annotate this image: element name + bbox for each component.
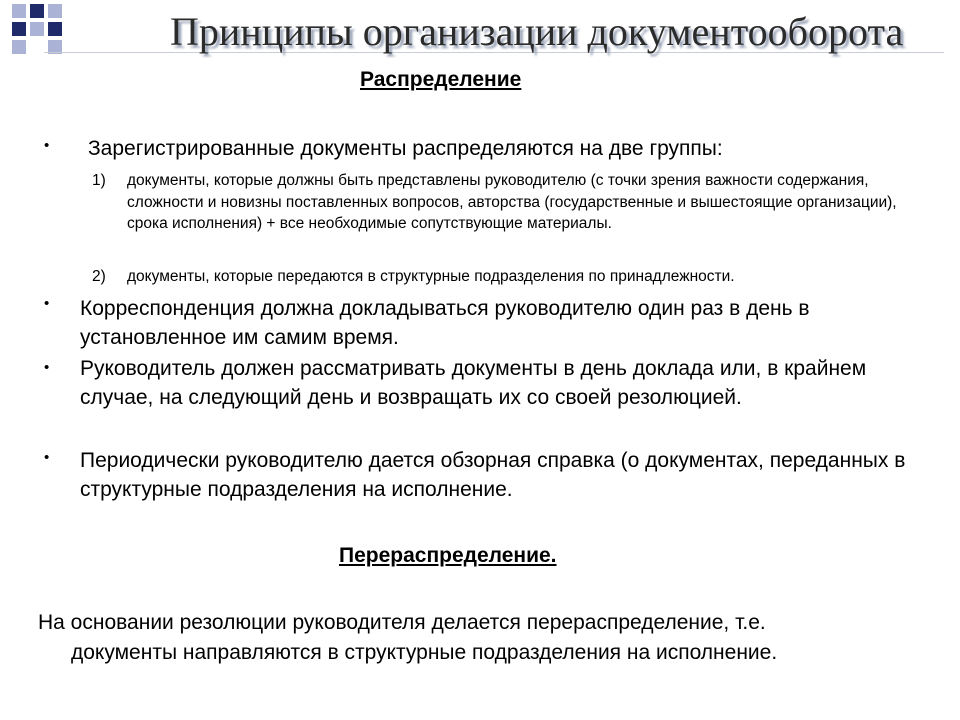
- bullet-marker: •: [44, 295, 50, 312]
- bullet-text: Зарегистрированные документы распределяются на две группы:: [88, 137, 723, 160]
- section-heading-redistribution: Перераспределение.: [339, 544, 557, 567]
- paragraph-line-1: На основании резолюции руководителя делается перераспределение, т.е.: [38, 611, 766, 634]
- section-heading-distribution: Распределение: [360, 68, 522, 91]
- bullet-text: Корреспонденция должна докладываться руководителю один раз в день в установленное им самим время.: [80, 297, 810, 349]
- group-number: 1): [92, 172, 106, 189]
- bullet-text: Периодически руководителю дается обзорная справка (о документах, переданных в структурные подразделения на исполнение.: [80, 449, 906, 501]
- bullet-text: Руководитель должен рассматривать документы в день доклада или, в крайнем случае, на следующий день и возвращать их со своей резолюцией.: [80, 357, 867, 409]
- decorative-squares: [0, 0, 80, 60]
- slide-title: Принципы организации документооборота: [170, 9, 904, 54]
- bullet-marker: •: [44, 359, 50, 376]
- bullet-marker: •: [44, 137, 50, 154]
- bullet-marker: •: [44, 449, 50, 466]
- group-number: 2): [92, 268, 106, 285]
- paragraph-line-2: документы направляются в структурные подразделения на исполнение.: [71, 641, 778, 664]
- redistribution-paragraph: [38, 608, 898, 668]
- group-text: документы, которые передаются в структурные подразделения по принадлежности.: [127, 268, 735, 285]
- group-text: документы, которые должны быть представлены руководителю (с точки зрения важности содержания, сложности и новизны поставленных вопросов, авторства (государственные и вышестоящие организации), срока исполнения) + все необходимые сопутствующие материалы.: [127, 172, 897, 232]
